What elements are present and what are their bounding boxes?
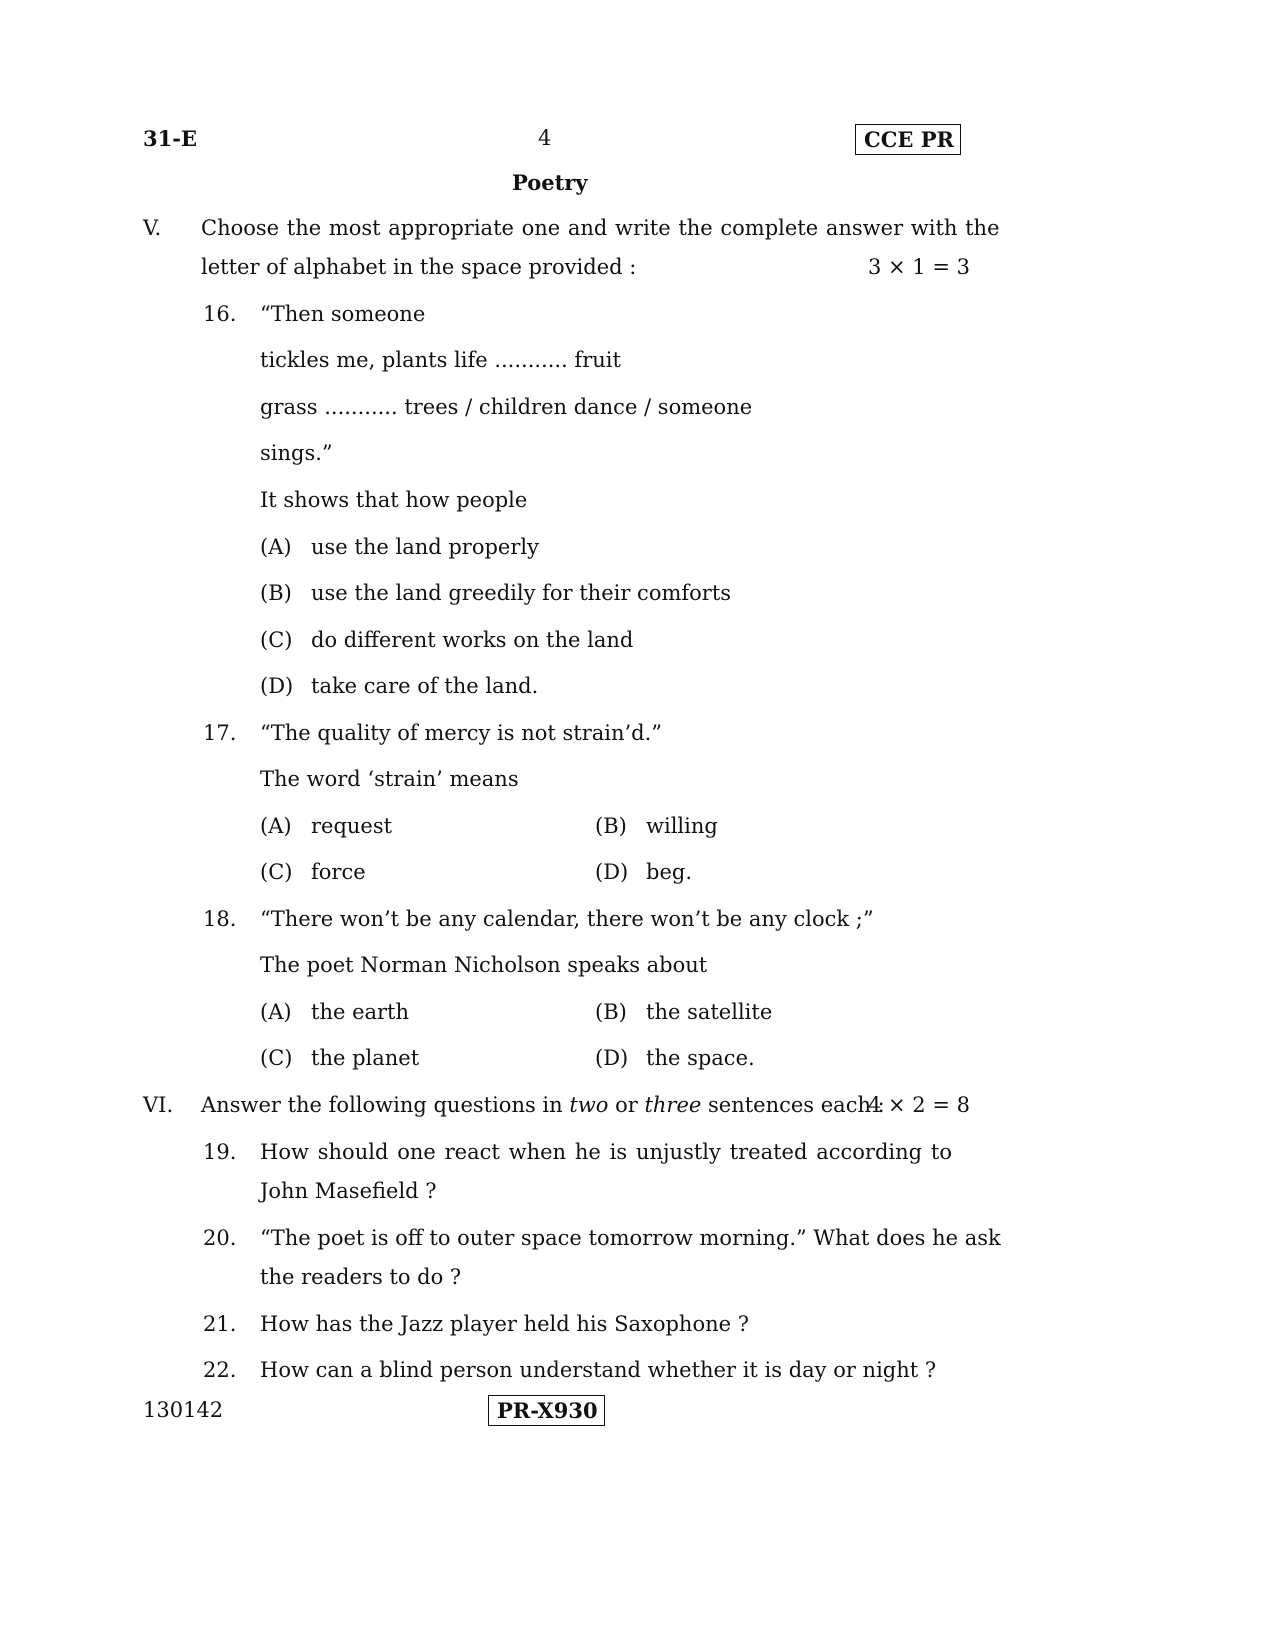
option-text: request [311,814,393,838]
option-letter: (B) [595,1000,627,1024]
page-number: 4 [538,126,552,150]
option-letter: (C) [260,860,293,884]
question-line: How can a blind person understand whether it is day or night ? [260,1358,937,1382]
question-line: It shows that how people [260,488,528,512]
option-text: use the land properly [311,535,539,559]
question-line: grass ........... trees / children dance / someone [260,395,753,419]
question-line: “The quality of mercy is not strain’d.” [260,721,663,745]
section-marks: 3 × 1 = 3 [868,255,970,279]
question-line: “There won’t be any calendar, there won’t be any clock ;” [260,907,874,931]
question-line: tickles me, plants life ........... fruit [260,348,621,372]
section-numeral: VI. [143,1093,174,1117]
question-number: 22. [203,1358,237,1382]
question-line: How should one react when he is unjustly treated according to [260,1140,952,1164]
option-letter: (A) [260,814,292,838]
option-text: willing [646,814,718,838]
question-line: The word ‘strain’ means [260,767,519,791]
section-numeral: V. [143,216,162,240]
question-line: How has the Jazz player held his Saxophone ? [260,1312,749,1336]
question-number: 21. [203,1312,237,1336]
section-marks: 4 × 2 = 8 [868,1093,970,1117]
option-text: beg. [646,860,692,884]
option-text: do different works on the land [311,628,634,652]
option-text: the space. [646,1046,755,1070]
footer-code: 130142 [143,1398,224,1422]
option-letter: (B) [260,581,292,605]
option-letter: (D) [260,674,294,698]
option-letter: (C) [260,1046,293,1070]
option-letter: (D) [595,1046,629,1070]
option-text: the satellite [646,1000,773,1024]
series-box: CCE PR [855,124,961,155]
option-letter: (C) [260,628,293,652]
question-line: the readers to do ? [260,1265,462,1289]
option-text: the earth [311,1000,410,1024]
question-line: John Masefield ? [260,1179,437,1203]
option-text: take care of the land. [311,674,539,698]
question-number: 20. [203,1226,237,1250]
option-text: force [311,860,366,884]
question-line: “Then someone [260,302,426,326]
section-title: Poetry [512,170,588,195]
question-line: “The poet is off to outer space tomorrow morning.” What does he ask [260,1226,1001,1250]
option-letter: (A) [260,535,292,559]
option-letter: (A) [260,1000,292,1024]
question-number: 16. [203,302,237,326]
option-text: use the land greedily for their comforts [311,581,732,605]
paper-box: PR-X930 [488,1395,605,1426]
option-text: the planet [311,1046,420,1070]
section-instruction-cont: letter of alphabet in the space provided : [201,255,637,279]
question-number: 18. [203,907,237,931]
section-instruction: Answer the following questions in two or three sentences each : [201,1093,885,1117]
option-letter: (D) [595,860,629,884]
paper-code: 31-E [143,126,197,151]
question-number: 19. [203,1140,237,1164]
question-line: sings.” [260,441,333,465]
section-instruction: Choose the most appropriate one and write the complete answer with the [201,216,1000,240]
question-line: The poet Norman Nicholson speaks about [260,953,708,977]
option-letter: (B) [595,814,627,838]
question-number: 17. [203,721,237,745]
